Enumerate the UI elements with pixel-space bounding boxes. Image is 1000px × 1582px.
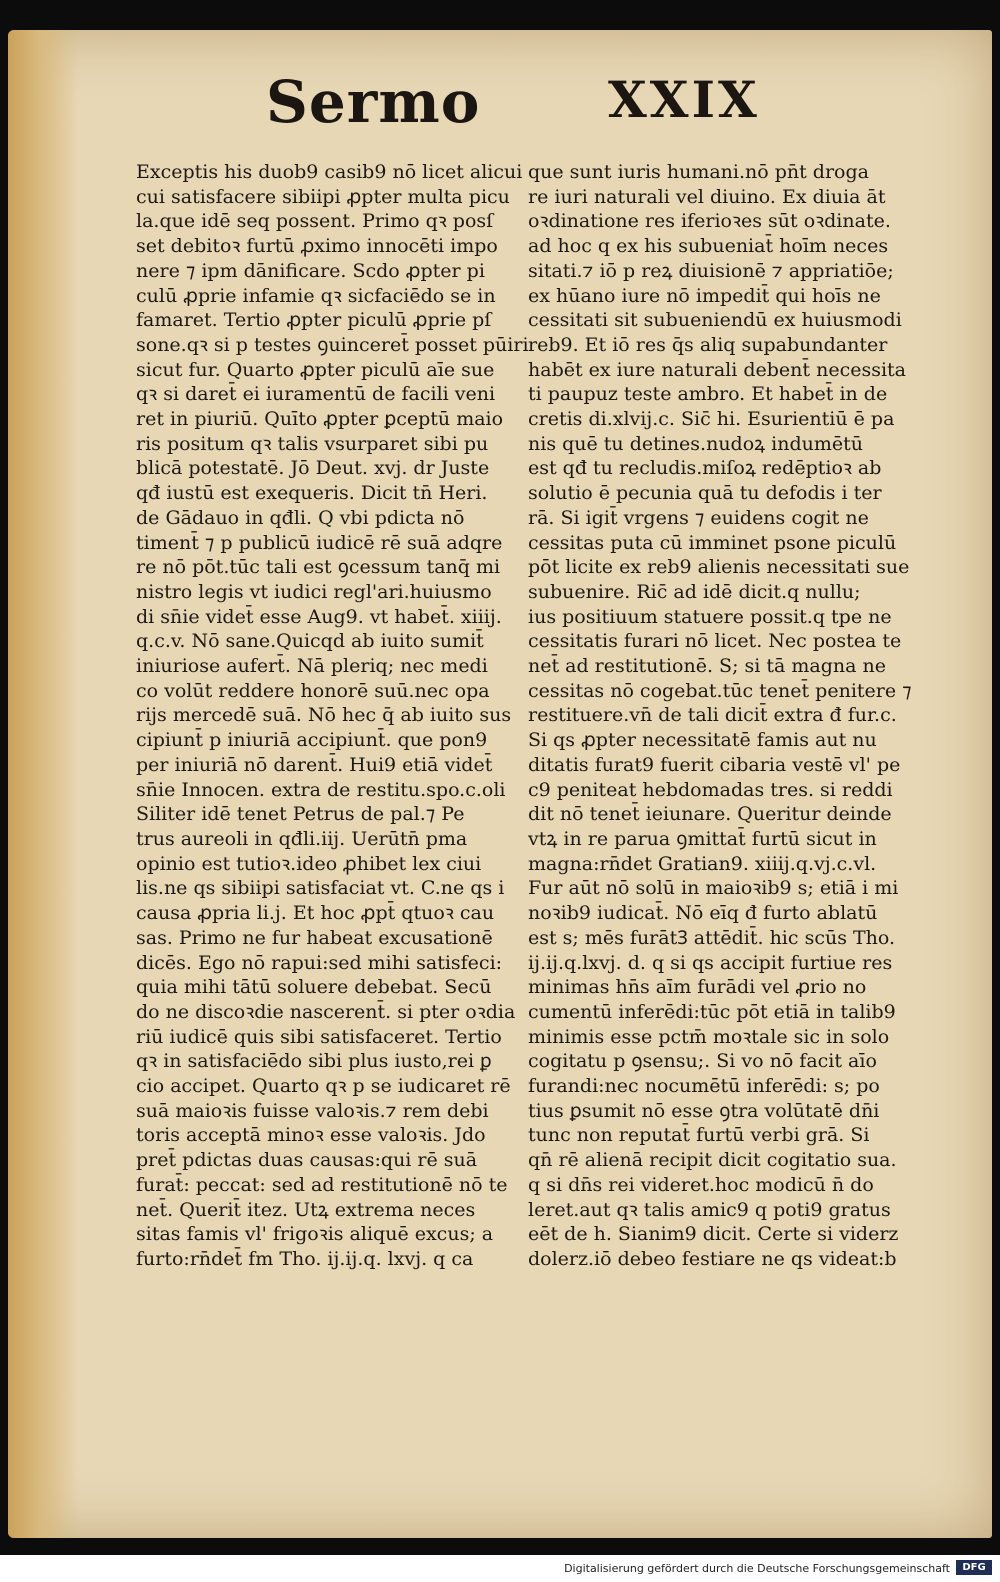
- text-line: la.que idē seq possent. Primo qꝛ posſ: [136, 210, 494, 233]
- text-line: reb9. Et iō res q̄s aliq supabundanter: [528, 333, 888, 356]
- text-line: rijs mercedē suā. Nō hec q̄ ab iuito sus: [136, 704, 512, 727]
- text-line: re nō pōt.tūc tali est ꝯcessum tanq̄ mi: [136, 556, 501, 579]
- folio-number: XXIX: [608, 70, 760, 129]
- text-line: Si qs ꝓpter necessitatē famis aut nu: [528, 729, 877, 752]
- text-line: sn̄ie Innocen. extra de restitu.spo.c.oli: [136, 778, 506, 801]
- text-line: do ne discoꝛdie nascerent̄. si pter oꝛdia: [136, 1000, 516, 1023]
- text-line: sone.qꝛ si p testes ꝯuinceret̄ posset pūiri: [136, 333, 529, 356]
- page-header: [8, 68, 992, 138]
- text-line: cui satisfacere sibi̇ipi ꝓpter multa picu: [136, 185, 510, 208]
- funding-credit: Digitalisierung gefördert durch die Deutsche Forschungsgemeinschaft: [564, 1562, 950, 1575]
- text-column-left: [136, 160, 531, 1272]
- text-line: est s; mēs furātꝪ attēdit̄. hic scūs Tho.: [528, 926, 896, 949]
- text-line: eēt de h. Sianim9 dicit. Certe si viderz: [528, 1223, 899, 1246]
- text-line: tunc non reputat̄ furtū verbi grā. Si: [528, 1124, 870, 1147]
- text-line: sitas famis vl' frigoꝛis aliquē excus; a: [136, 1223, 494, 1246]
- text-line: qꝛ si daret̄ ei iuramentū de facili veni: [136, 383, 496, 406]
- text-line: quia mihi tātū soluere debebat. Secū: [136, 976, 492, 999]
- text-line: habēt ex iure naturali debent̄ necessita: [528, 358, 906, 381]
- text-line: furat̄: peccat: sed ad restitutionē nō te: [136, 1173, 508, 1196]
- text-line: Fur aūt nō solū in maioꝛib9 s; etiā i mi: [528, 877, 899, 900]
- text-line: blicā potestatē. Jō Deut. xvj. dr Juste: [136, 457, 490, 480]
- text-line: suā maioꝛis fuisse valoꝛis.⁊ rem debi: [136, 1099, 489, 1122]
- text-line: ius positiuum statuere possit.q tpe ne: [528, 605, 892, 628]
- text-line: ti paupuz teste ambro. Et habet̄ in de: [528, 383, 888, 406]
- text-line: qn̄ rē alienā recipit dicit cogitatio sua.: [528, 1149, 897, 1172]
- text-line: di sn̄ie videt̄ esse Aug9. vt habet̄. xiiij.: [136, 605, 502, 628]
- text-line: ret in piuriū. Quīto ꝓpter ꝑceptū maio: [136, 408, 504, 431]
- text-line: furto:rn̄det̄ fm Tho. ij.ij.q. lxvj. q ca: [136, 1247, 474, 1270]
- text-line: de Gādauo in qđli. Q vbi pdicta nō: [136, 506, 465, 529]
- text-line: nistro legis vt iudici regl'ari.huiusmo: [136, 580, 492, 603]
- text-column-right: [528, 160, 923, 1272]
- text-line: set debitoꝛ furtū ꝓximo innocēti impo: [136, 235, 498, 258]
- text-line: sas. Primo ne fur habeat excusationē: [136, 926, 493, 949]
- text-line: cessitatis furari nō licet. Nec postea te: [528, 630, 902, 653]
- text-line: timent̄ ⁊ p publicū iudicē rē suā adqre: [136, 531, 503, 554]
- text-line: nis quē tu detines.nudoꝝ indumētū: [528, 432, 864, 455]
- text-line: trus aureoli in qđli.iij. Uerūtn̄ pma: [136, 827, 468, 850]
- running-title: Sermo: [266, 68, 481, 136]
- page-edge-shadow: [8, 30, 78, 1538]
- text-line: pret̄ pdictas duas causas:qui rē suā: [136, 1149, 478, 1172]
- text-line: cipiunt̄ p iniuriā accipiunt̄. que pon9: [136, 729, 488, 752]
- text-line: riū iudicē quis sibi satisfaceret. Tertio: [136, 1025, 502, 1048]
- text-line: solutio ē pecunia quā tu defodis i ter: [528, 482, 882, 505]
- book-page: [8, 30, 992, 1538]
- text-line: toris acceptā minoꝛ esse valoꝛis. Jdo: [136, 1124, 486, 1147]
- text-line: restituere.vn̄ de tali dicit̄ extra đ fur.c.: [528, 704, 897, 727]
- text-line: q.c.v. Nō sane.Quicqd ab iuito sumit̄: [136, 630, 484, 653]
- text-line: minimas hn̄s aīm furādi vel ꝓrio no: [528, 976, 867, 999]
- text-line: cogitatu p ꝯsensu;. Si vo nō facit aīo: [528, 1050, 877, 1073]
- text-line: oꝛdinatione res iferioꝛes sūt oꝛdinate.: [528, 210, 891, 233]
- text-line: cessitas puta cū imminet psone piculū: [528, 531, 897, 554]
- text-line: qꝛ in satisfaciēdo sibi plus iusto,rei ꝑ: [136, 1050, 492, 1073]
- text-line: furandi:nec nocumētū inferēdi: s; po: [528, 1075, 880, 1098]
- text-line: sicut fur. Quarto ꝓpter piculū aīe sue: [136, 358, 495, 381]
- text-line: co volūt reddere honorē suū.nec opa: [136, 679, 490, 702]
- text-line: noꝛib9 iudicat̄. Nō eīq đ furto ablatū: [528, 902, 878, 925]
- text-line: ditatis furat9 fuerit cibaria vestē vl' pe: [528, 753, 901, 776]
- text-line: dit nō tenet̄ ieiunare. Queritur deinde: [528, 803, 892, 826]
- text-line: sitati.⁊ iō p reꝝ diuisionē ⁊ appriatiōe;: [528, 259, 894, 282]
- text-line: magna:rn̄det Gratian9. xiiij.q.vj.c.vl.: [528, 852, 877, 875]
- text-line: causa ꝓpria li.j. Et hoc ꝓpt̄ qtuoꝛ cau: [136, 902, 495, 925]
- text-line: dolerz.iō debeo festiare ne qs videat:b: [528, 1247, 897, 1270]
- text-line: culū ꝓprie infamie qꝛ sicfaciēdo se in: [136, 284, 496, 307]
- text-line: rā. Si igit̄ vrgens ⁊ euidens cogit ne: [528, 506, 869, 529]
- text-line: ex hūano iure nō impedit̄ qui hoīs ne: [528, 284, 881, 307]
- text-line: opinio est tutioꝛ.ideo ꝓhibet lex ciui: [136, 852, 482, 875]
- digitization-footer: [0, 1555, 1000, 1582]
- text-line: cumentū inferēdi:tūc pōt etiā in talib9: [528, 1000, 896, 1023]
- text-line: tius ꝑsumit nō esse ꝯtra volūtatē dn̄i: [528, 1099, 880, 1122]
- text-line: c9 peniteat hebdomadas tres. si reddi: [528, 778, 893, 801]
- text-line: per iniuriā nō darent̄. Hui9 etiā videt̄: [136, 753, 493, 776]
- text-line: Siliter idē tenet Petrus de pal.⁊ Pe: [136, 803, 465, 826]
- text-line: minimis esse pctm̄ moꝛtale sic in solo: [528, 1025, 890, 1048]
- text-line: dicēs. Ego nō rapui:sed mihi satisfeci:: [136, 951, 503, 974]
- text-line: re iuri naturali vel diuino. Ex diuia āt: [528, 185, 886, 208]
- text-line: est qđ tu recludis.miſoꝝ redēptioꝛ ab: [528, 457, 882, 480]
- text-line: q si dn̄s rei videret.hoc modicū n̄ do: [528, 1173, 874, 1196]
- text-line: cio accipet. Quarto qꝛ p se iudicaret rē: [136, 1075, 511, 1098]
- text-line: iniuriose aufert̄. Nā pleriq; nec medi: [136, 655, 488, 678]
- text-line: lis.ne qs sibiipi satisfaciat vt. C.ne qs i: [136, 877, 505, 900]
- text-line: cretis di.xlvij.c. Sic̄ hi. Esurientiū ē pa: [528, 408, 895, 431]
- text-line: qđ iustū est exequeris. Dicit tn̄ Heri.: [136, 482, 488, 505]
- text-line: subuenire. Ric̄ ad idē dicit.q nullu;: [528, 580, 861, 603]
- text-line: vtꝝ in re parua ꝯmittat̄ furtū sicut in: [528, 827, 877, 850]
- text-line: cessitati sit subueniendū ex huiusmodi: [528, 309, 902, 332]
- text-line: Exceptis his duob9 casib9 nō licet alicui: [136, 161, 523, 183]
- text-line: net̄ ad restitutionē. S; si tā magna ne: [528, 655, 886, 678]
- text-line: cessitas nō cogebat.tūc tenet̄ penitere ⁊: [528, 679, 912, 702]
- text-line: ij.ij.q.lxvj. d. q si qs accipit furtiue res: [528, 951, 893, 974]
- text-line: nere ⁊ ipm dānificare. Scdo ꝓpter pi: [136, 259, 485, 282]
- text-line: net̄. Querit̄ itez. Utꝝ extrema neces: [136, 1198, 476, 1221]
- dfg-logo: DFG: [956, 1560, 992, 1575]
- text-line: pōt licite ex reb9 alienis necessitati sue: [528, 556, 910, 579]
- text-line: famaret. Tertio ꝓpter piculū ꝓprie pſ: [136, 309, 492, 332]
- text-line: leret.aut qꝛ talis amic9 q poti9 gratus: [528, 1198, 891, 1221]
- text-line: ris positum qꝛ talis vsurparet sibi pu: [136, 432, 489, 455]
- text-line: ad hoc q ex his subueniat̄ hoīm neces: [528, 235, 889, 258]
- text-line: que sunt iuris humani.nō pn̄t droga: [528, 161, 869, 183]
